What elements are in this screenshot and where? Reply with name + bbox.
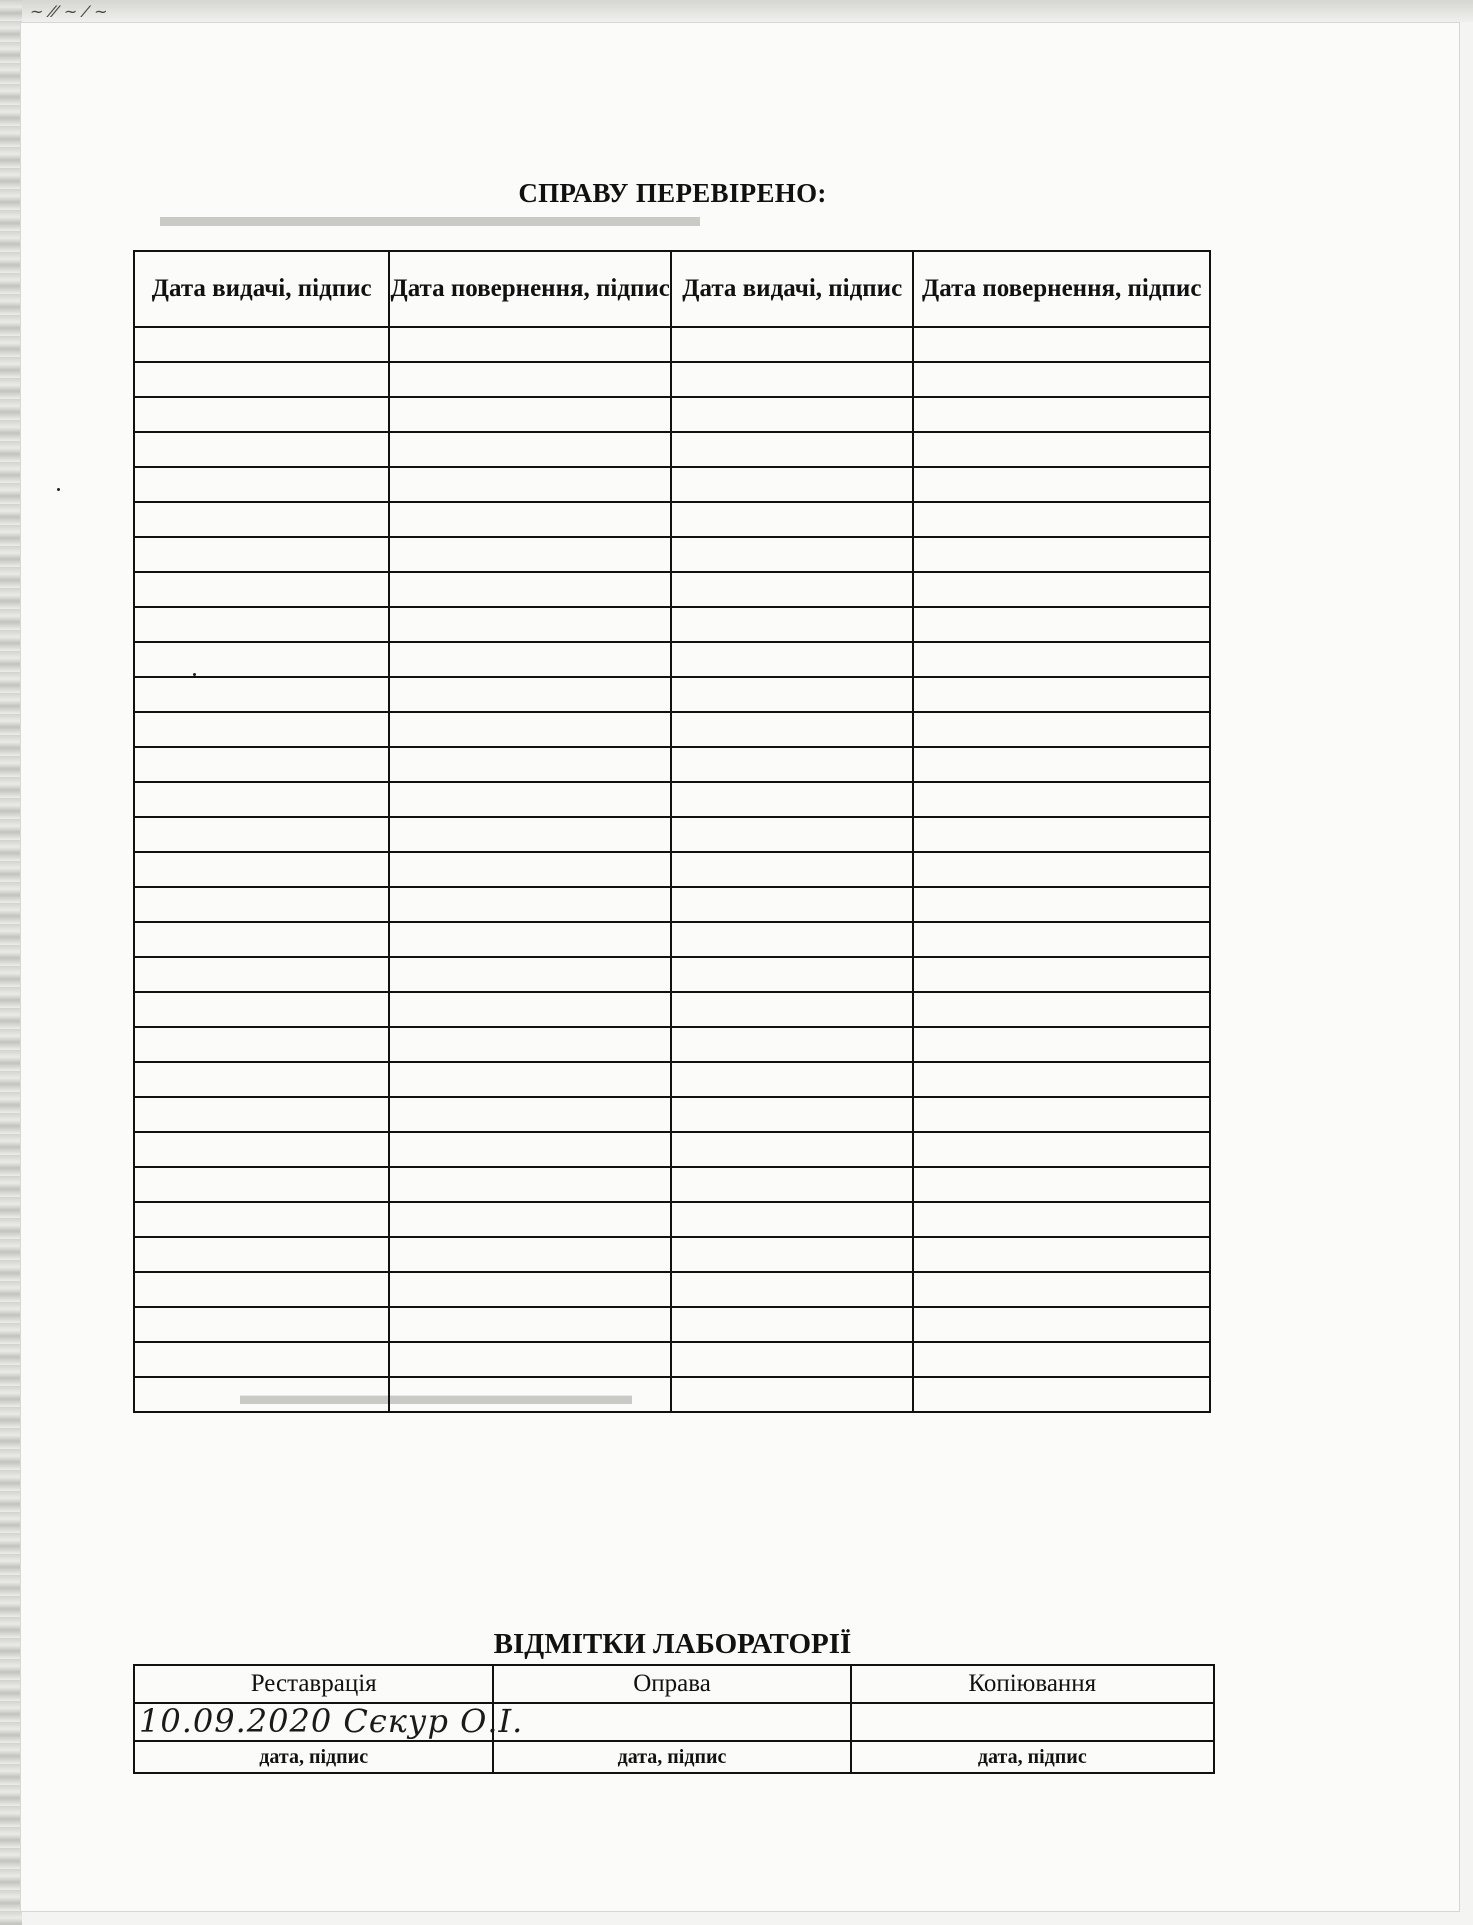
table-row [134, 712, 1210, 747]
table-row [134, 1342, 1210, 1377]
table-cell [389, 852, 671, 887]
table-cell [913, 572, 1210, 607]
caption-date-signature: дата, підпис [134, 1741, 493, 1773]
table-row [134, 817, 1210, 852]
table-cell [913, 432, 1210, 467]
table-cell [389, 1097, 671, 1132]
table-cell [134, 327, 389, 362]
table-cell [671, 747, 913, 782]
table-row [134, 1202, 1210, 1237]
table-cell [134, 1167, 389, 1202]
table-cell [134, 992, 389, 1027]
table-cell [913, 642, 1210, 677]
table-cell [134, 537, 389, 572]
table-row [134, 747, 1210, 782]
table-cell [134, 1062, 389, 1097]
scan-top-edge [0, 0, 1473, 22]
scan-speck [57, 488, 60, 491]
table-row [134, 397, 1210, 432]
table-cell [913, 677, 1210, 712]
table-cell [134, 432, 389, 467]
table-cell [389, 782, 671, 817]
table-cell [134, 502, 389, 537]
table-cell [913, 1097, 1210, 1132]
table-cell [671, 432, 913, 467]
table-cell [671, 922, 913, 957]
table-row [134, 852, 1210, 887]
table-cell [134, 1237, 389, 1272]
table-cell [389, 362, 671, 397]
table-cell [389, 432, 671, 467]
table-row [134, 992, 1210, 1027]
table-cell [671, 327, 913, 362]
check-table-body [134, 327, 1210, 1412]
table-row [134, 1027, 1210, 1062]
table-cell [671, 1377, 913, 1412]
table-row [134, 1132, 1210, 1167]
check-table-header [134, 251, 1210, 327]
table-cell [671, 992, 913, 1027]
table-cell [389, 607, 671, 642]
table-cell [913, 1132, 1210, 1167]
table-cell [389, 1377, 671, 1412]
table-cell [134, 1342, 389, 1377]
table-cell [913, 1377, 1210, 1412]
table-cell [913, 887, 1210, 922]
table-row [134, 502, 1210, 537]
copying-entry-cell [851, 1703, 1214, 1741]
table-cell [134, 362, 389, 397]
table-row [134, 432, 1210, 467]
table-row [134, 1062, 1210, 1097]
table-cell [913, 1237, 1210, 1272]
table-cell [671, 852, 913, 887]
restoration-entry-cell [134, 1702, 524, 1741]
table-cell [913, 852, 1210, 887]
handwritten-date-signature: 10.09.2020 Сєкур О.І. [139, 1702, 524, 1740]
lab-table-header [134, 1665, 1214, 1703]
table-cell [389, 397, 671, 432]
table-cell [913, 1272, 1210, 1307]
column-header-return-date: Дата повернення, підпис [389, 251, 671, 327]
table-cell [913, 1202, 1210, 1237]
table-cell [913, 1062, 1210, 1097]
table-cell [389, 1202, 671, 1237]
table-cell [134, 1377, 389, 1412]
table-cell [134, 852, 389, 887]
table-cell [671, 572, 913, 607]
table-cell [134, 1272, 389, 1307]
table-cell [134, 817, 389, 852]
table-cell [913, 397, 1210, 432]
table-cell [913, 1342, 1210, 1377]
table-cell [671, 1202, 913, 1237]
table-cell [913, 327, 1210, 362]
table-cell [913, 1307, 1210, 1342]
table-row [134, 572, 1210, 607]
table-cell [913, 747, 1210, 782]
table-row [134, 1272, 1210, 1307]
scan-speck [193, 673, 196, 676]
table-cell [134, 642, 389, 677]
table-cell [389, 327, 671, 362]
table-cell [389, 1167, 671, 1202]
table-cell [389, 1342, 671, 1377]
table-cell [913, 992, 1210, 1027]
lab-table [133, 1664, 1215, 1774]
table-cell [134, 677, 389, 712]
table-cell [671, 1272, 913, 1307]
table-cell [134, 397, 389, 432]
table-cell [913, 1167, 1210, 1202]
table-cell [913, 712, 1210, 747]
lab-title: ВІДМІТКИ ЛАБОРАТОРІЇ [493, 1628, 852, 1660]
table-cell [671, 607, 913, 642]
table-cell [671, 782, 913, 817]
table-row [134, 467, 1210, 502]
table-cell [671, 1027, 913, 1062]
bleed-through-mark: ▬▬▬▬▬▬▬▬▬▬▬▬▬▬▬▬▬▬ [160, 200, 700, 233]
table-cell [671, 677, 913, 712]
table-cell [913, 782, 1210, 817]
table-cell [671, 397, 913, 432]
table-cell [671, 362, 913, 397]
table-cell [671, 1342, 913, 1377]
table-cell [389, 1062, 671, 1097]
table-row [134, 1167, 1210, 1202]
table-row [134, 957, 1210, 992]
table-cell [913, 607, 1210, 642]
caption-date-signature: дата, підпис [851, 1741, 1214, 1773]
table-cell [671, 467, 913, 502]
table-cell [134, 1202, 389, 1237]
table-cell [913, 957, 1210, 992]
table-cell [389, 1307, 671, 1342]
table-row [134, 607, 1210, 642]
table-cell [389, 1272, 671, 1307]
table-cell [671, 537, 913, 572]
column-header-binding: Оправа [493, 1665, 850, 1703]
table-cell [134, 887, 389, 922]
table-cell [389, 992, 671, 1027]
table-cell [913, 537, 1210, 572]
table-cell [913, 362, 1210, 397]
table-row [134, 677, 1210, 712]
table-cell [134, 782, 389, 817]
table-cell [134, 572, 389, 607]
table-cell [913, 502, 1210, 537]
table-cell [389, 1237, 671, 1272]
table-cell [671, 1237, 913, 1272]
table-cell [389, 537, 671, 572]
table-row [134, 1097, 1210, 1132]
table-row [134, 642, 1210, 677]
table-cell [671, 1097, 913, 1132]
table-cell [389, 712, 671, 747]
table-row [134, 1377, 1210, 1412]
table-cell [389, 817, 671, 852]
column-header-issue-date: Дата видачі, підпис [134, 251, 389, 327]
column-header-copying: Копіювання [851, 1665, 1214, 1703]
check-table [133, 250, 1211, 1413]
table-row [134, 1237, 1210, 1272]
table-cell [389, 1132, 671, 1167]
table-cell [913, 467, 1210, 502]
page-title: СПРАВУ ПЕРЕВІРЕНО: [518, 178, 827, 208]
table-row [134, 782, 1210, 817]
table-row [134, 887, 1210, 922]
table-row [134, 327, 1210, 362]
lab-caption-row [134, 1741, 1214, 1773]
table-cell [134, 1097, 389, 1132]
table-cell [671, 817, 913, 852]
bleed-through-mark: ▬▬▬▬▬▬▬▬▬▬▬▬▬▬ [240, 1380, 632, 1411]
table-cell [913, 922, 1210, 957]
table-cell [389, 887, 671, 922]
lab-entry-row [134, 1703, 1214, 1741]
table-row [134, 362, 1210, 397]
table-cell [134, 747, 389, 782]
table-cell [671, 712, 913, 747]
table-cell [389, 957, 671, 992]
table-cell [389, 922, 671, 957]
table-cell [134, 607, 389, 642]
table-cell [913, 817, 1210, 852]
table-cell [389, 502, 671, 537]
table-cell [671, 502, 913, 537]
table-cell [671, 1062, 913, 1097]
table-cell [389, 467, 671, 502]
table-cell [671, 887, 913, 922]
edge-scribble: ~ ⁄⁄ ~ ⁄ ~ [30, 2, 109, 21]
table-cell [134, 1132, 389, 1167]
table-cell [671, 642, 913, 677]
table-cell [389, 747, 671, 782]
table-cell [671, 1167, 913, 1202]
table-cell [134, 1027, 389, 1062]
table-row [134, 922, 1210, 957]
table-cell [671, 957, 913, 992]
table-cell [134, 712, 389, 747]
binding-entry-cell [493, 1703, 850, 1741]
table-cell [134, 957, 389, 992]
column-header-issue-date: Дата видачі, підпис [671, 251, 913, 327]
table-cell [389, 572, 671, 607]
table-cell [134, 1307, 389, 1342]
caption-date-signature: дата, підпис [493, 1741, 850, 1773]
table-cell [671, 1132, 913, 1167]
table-row [134, 1307, 1210, 1342]
column-header-restoration: Реставрація [134, 1665, 493, 1703]
table-cell [389, 642, 671, 677]
column-header-return-date: Дата повернення, підпис [913, 251, 1210, 327]
table-cell [134, 467, 389, 502]
table-cell [389, 677, 671, 712]
table-cell [389, 1027, 671, 1062]
table-cell [671, 1307, 913, 1342]
table-row [134, 537, 1210, 572]
table-cell [134, 922, 389, 957]
table-cell [913, 1027, 1210, 1062]
